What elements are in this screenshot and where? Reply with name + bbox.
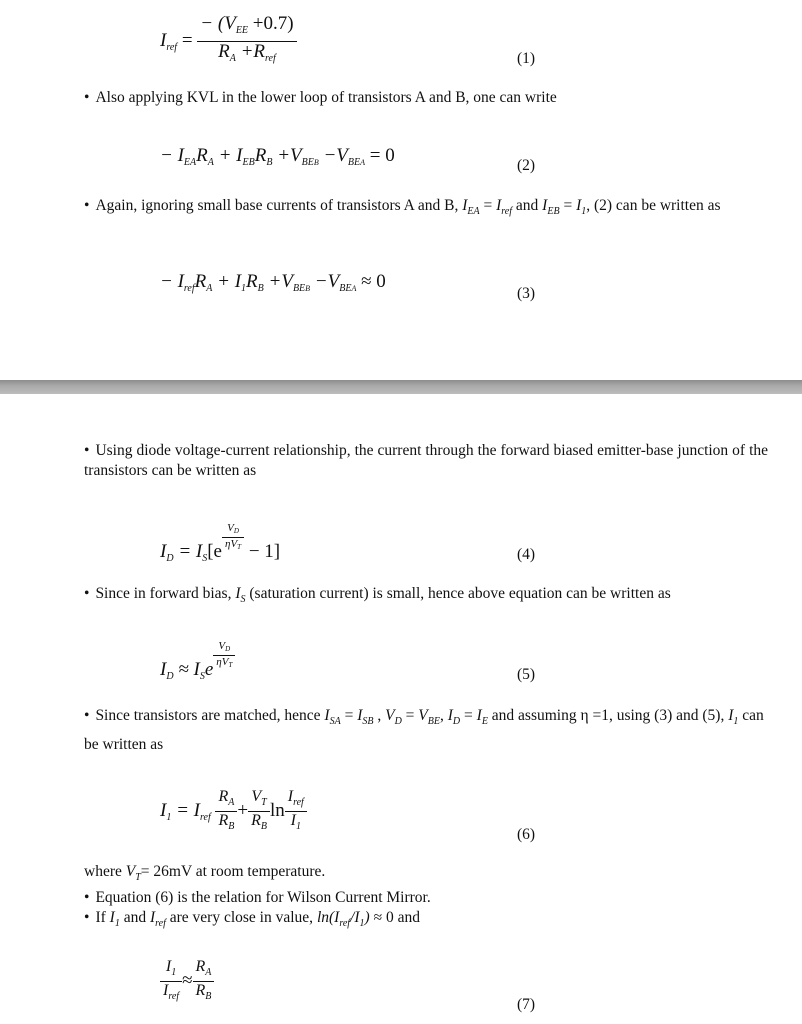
document-page-2: [0, 394, 802, 1024]
equation-2: − $I_{EA}R_A + I_{EB}R_B +V_{BEB} -V_{BEA} = 0$: [160, 145, 395, 168]
equation-4: $I_D = I_S[e$ $\frac{V_D}{\eta V_T}$ − 1]: [160, 522, 281, 564]
paragraph-diode-relationship: • Using diode voltage-current relationship, the current through the forward biased emitter-base junction of the transistors can be written as: [84, 442, 768, 479]
equation-5: $I_D \approx I_Se$ $\frac{V_D}{\eta V_T}$: [160, 640, 235, 682]
equation-number-5: (5): [517, 666, 536, 683]
equation-number-3: (3): [517, 285, 536, 302]
paragraph-kvl: • Also applying KVL in the lower loop of transistors A and B, one can write: [84, 89, 557, 106]
line-where-vt: where $V_T= 26mV$ at room temperature.: [84, 863, 326, 883]
equation-number-7: (7): [517, 996, 536, 1013]
equation-number-2: (2): [517, 157, 536, 174]
page-divider: [0, 380, 802, 394]
paragraph-ignoring-base: • Again, ignoring small base currents of transistors A and B, $I_{EA} = I_{ref}$ and $I_{EB} = I_1$, (2) can be written as: [84, 197, 721, 217]
paragraph-where-vt: [84, 862, 768, 934]
line-wilson-mirror: • Equation (6) is the relation for Wilson Current Mirror.: [84, 889, 431, 906]
document-page-1: [0, 0, 802, 380]
equation-number-4: (4): [517, 546, 536, 563]
line-close-values: • If $I_1$ and $I_{ref}$ are very close in value, $\ln(I_{ref}/I_1) \approx 0$ and: [84, 909, 420, 929]
paragraph-matched-transistors: • Since transistors are matched, hence $I_{SA} = I_{SB}$ , $V_D = V_{BE}$, $I_D = I_E$ and assuming η =1, using (3) and (5), $I_1$ can be written as: [84, 707, 764, 753]
equation-1: $I_{ref}$ = $\frac{- (V_{EE} +0.7)}{R_A +R_{ref}}$: [160, 14, 297, 69]
equation-6: $I_1 = I_{ref}$ $\frac{R_A}{R_B}$ + $\frac{V_T}{R_B}$ ln $\frac{I_{ref}}{I_1}$: [160, 788, 307, 835]
equation-3: − $I_{ref}R_A + I_1R_B +V_{BEB} -V_{BEA} \approx 0$: [160, 271, 386, 294]
equation-7: $\frac{I_1}{I_{ref}}$ ≈ $\frac{R_A}{R_B}$: [160, 958, 214, 1005]
equation-number-6: (6): [517, 826, 536, 843]
equation-number-1: (1): [517, 50, 536, 67]
paragraph-forward-bias: • Since in forward bias, $I_S$ (saturation current) is small, hence above equation can be written as: [84, 585, 671, 605]
